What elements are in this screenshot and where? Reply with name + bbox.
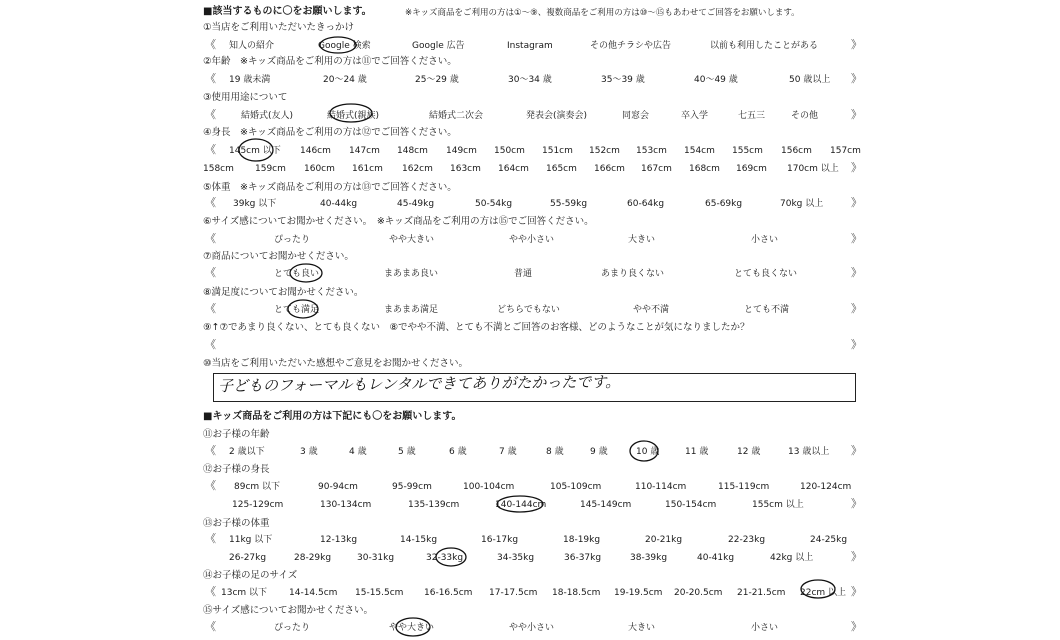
option-item: 18-19kg [563, 535, 601, 545]
bracket-open: 《 [205, 196, 216, 209]
option-item: 149cm [446, 146, 477, 156]
option-item: 168cm [689, 164, 720, 174]
question-label: ⑪お子様の年齢 [203, 429, 270, 440]
option-item: 152cm [589, 146, 620, 156]
option-item: 35〜39 歳 [601, 75, 645, 85]
option-item: 30〜34 歳 [508, 75, 552, 85]
option-item: 20-20.5cm [674, 588, 723, 598]
option-item: 155cm 以上 [752, 500, 804, 510]
option-item: 15-15.5cm [355, 588, 404, 598]
option-item: 146cm [300, 146, 331, 156]
bracket-open: 《 [205, 585, 216, 598]
option-item: Google 広告 [412, 41, 465, 51]
option-item: 22-23kg [728, 535, 766, 545]
question-label: ⑥サイズ感についてお聞かせください。 ※キッズ商品をご利用の方は⑮でご回答ください。 [203, 216, 594, 227]
option-item: 115-119cm [718, 482, 770, 492]
option-item: 普通 [514, 269, 533, 279]
bracket-close: 》 [851, 585, 862, 598]
option-item: 8 歳 [546, 447, 564, 457]
option-item: 50-54kg [475, 199, 513, 209]
option-item: 135-139cm [408, 500, 460, 510]
option-item: 2 歳以下 [229, 447, 265, 457]
question-label: ⑩当店をご利用いただいた感想やご意見をお聞かせください。 [203, 358, 469, 369]
option-item: 19 歳未満 [229, 75, 271, 85]
option-item: 150cm [494, 146, 525, 156]
option-item: やや不満 [633, 305, 670, 315]
option-item: 結婚式(友人) [241, 111, 294, 121]
section1-title: ■該当するものに〇をお願いします。 [203, 6, 372, 17]
option-item: 40-44kg [320, 199, 358, 209]
bracket-close: 》 [851, 266, 862, 279]
circle-mark-22cm [801, 580, 835, 598]
option-item: とても良い [274, 269, 320, 279]
bracket-close: 》 [851, 444, 862, 457]
option-item: 30-31kg [357, 553, 395, 563]
option-item: 166cm [594, 164, 625, 174]
option-item: 11 歳 [685, 447, 709, 457]
option-item: 結婚式二次会 [429, 111, 484, 121]
option-item: 169cm [736, 164, 767, 174]
option-item: 19-19.5cm [614, 588, 663, 598]
question-label: ⑬お子様の体重 [203, 518, 270, 529]
option-item: 55-59kg [550, 199, 588, 209]
option-item: 100-104cm [463, 482, 515, 492]
option-item: どちらでもない [497, 305, 560, 315]
option-item: 164cm [498, 164, 529, 174]
option-item: 22cm 以上 [800, 588, 847, 598]
bracket-open: 《 [205, 266, 216, 279]
option-item: 70kg 以上 [780, 199, 824, 209]
option-item: 39kg 以下 [233, 199, 277, 209]
option-item: 3 歳 [300, 447, 318, 457]
option-item: 155cm [732, 146, 763, 156]
option-item: 同窓会 [622, 111, 650, 121]
bracket-close: 》 [851, 302, 862, 315]
question-label: ①当店をご利用いただいたきっかけ [203, 22, 355, 33]
option-item: まあまあ良い [384, 269, 439, 279]
question-label: ⑤体重 ※キッズ商品をご利用の方は⑬でご回答ください。 [203, 182, 457, 193]
bracket-open: 《 [205, 532, 216, 545]
option-item: やや大きい [389, 235, 435, 245]
bracket-open: 《 [205, 302, 216, 315]
option-item: 147cm [349, 146, 380, 156]
circle-mark-145cm [239, 139, 273, 161]
option-item: 150-154cm [665, 500, 717, 510]
handwritten-comment: 子どものフォーマルもレンタルできてありがたかったです。 [217, 372, 621, 395]
bracket-open: 《 [205, 479, 216, 492]
option-item: 110-114cm [635, 482, 687, 492]
option-item: 60-64kg [627, 199, 665, 209]
bracket-open: 《 [205, 72, 216, 85]
option-item: 10 歳 [636, 447, 660, 457]
section1-note: ※キッズ商品をご利用の方は①〜⑨、複数商品をご利用の方は⑩〜⑮もあわせてご回答をお願いします。 [405, 8, 800, 18]
option-item: 159cm [255, 164, 286, 174]
option-item: 13cm 以下 [221, 588, 268, 598]
option-item: 40-41kg [697, 553, 735, 563]
option-item: 38-39kg [630, 553, 668, 563]
option-item: 小さい [751, 623, 779, 633]
option-item: 25〜29 歳 [415, 75, 459, 85]
question-label: ⑭お子様の足のサイズ [203, 570, 298, 581]
circle-mark-10yrs [630, 441, 658, 461]
option-item: 16-16.5cm [424, 588, 473, 598]
option-item: 157cm [830, 146, 861, 156]
option-item: 21-21.5cm [737, 588, 786, 598]
option-item: 42kg 以上 [770, 553, 814, 563]
option-item: あまり良くない [601, 269, 665, 279]
option-item: 120-124cm [800, 482, 852, 492]
option-item: 9 歳 [590, 447, 608, 457]
option-item: 148cm [397, 146, 428, 156]
option-item: 160cm [304, 164, 335, 174]
option-item: 163cm [450, 164, 481, 174]
bracket-close: 》 [851, 38, 862, 51]
bracket-close: 》 [851, 108, 862, 121]
question-label: ⑦商品についてお聞かせください。 [203, 251, 354, 262]
option-item: 95-99cm [392, 482, 432, 492]
option-item: その他チラシや広告 [590, 41, 672, 51]
option-item: 大きい [628, 623, 656, 633]
question-label: ②年齢 ※キッズ商品をご利用の方は⑪でご回答ください。 [203, 56, 457, 67]
option-item: 12-13kg [320, 535, 358, 545]
question-label: ⑧満足度についてお聞かせください。 [203, 287, 364, 298]
bracket-close: 》 [851, 72, 862, 85]
option-item: 卒入学 [681, 111, 709, 121]
bracket-open: 《 [205, 143, 216, 156]
option-item: 167cm [641, 164, 672, 174]
option-item: ぴったり [274, 235, 311, 245]
option-item: 七五三 [738, 111, 766, 121]
option-item: 65-69kg [705, 199, 743, 209]
option-item: 17-17.5cm [489, 588, 538, 598]
option-item: 32-33kg [426, 553, 464, 563]
option-item: 6 歳 [449, 447, 467, 457]
circle-mark-slightly-large [396, 618, 430, 636]
option-item: Instagram [507, 41, 553, 51]
circle-mark-very-good [290, 264, 322, 282]
option-item: 156cm [781, 146, 812, 156]
option-item: 小さい [751, 235, 779, 245]
bracket-close: 》 [851, 232, 862, 245]
option-item: 発表会(演奏会) [526, 111, 588, 121]
option-item: とても満足 [274, 305, 320, 315]
option-item: 28-29kg [294, 553, 332, 563]
option-item: 大きい [628, 235, 656, 245]
option-item: 以前も利用したことがある [710, 41, 819, 51]
circle-mark-google-search [320, 37, 356, 53]
option-item: 結婚式(親族) [327, 111, 380, 121]
option-item: 20〜24 歳 [323, 75, 367, 85]
option-item: 36-37kg [564, 553, 602, 563]
option-item: 140-144cm [495, 500, 547, 510]
bracket-close: 》 [851, 620, 862, 633]
question-label: ⑫お子様の身長 [203, 464, 270, 475]
option-item: 45-49kg [397, 199, 435, 209]
option-item: 12 歳 [737, 447, 761, 457]
option-item: 154cm [684, 146, 715, 156]
circle-mark-32-33 [436, 548, 466, 566]
option-item: 7 歳 [499, 447, 517, 457]
question-label: ④身長 ※キッズ商品をご利用の方は⑫でご回答ください。 [203, 127, 457, 138]
option-item: 105-109cm [550, 482, 602, 492]
circle-mark-very-satisfied [288, 300, 318, 318]
option-item: 知人の紹介 [229, 41, 275, 51]
option-item: 14-15kg [400, 535, 438, 545]
option-item: 125-129cm [232, 500, 284, 510]
option-item: 26-27kg [229, 553, 267, 563]
bracket-open: 《 [205, 38, 216, 51]
circle-mark-140-144 [497, 496, 543, 512]
option-item: とても不満 [744, 305, 790, 315]
option-item: 130-134cm [320, 500, 372, 510]
bracket-open: 《 [205, 444, 216, 457]
bracket-close: 》 [851, 338, 862, 351]
option-item: 4 歳 [349, 447, 367, 457]
option-item: まあまあ満足 [384, 305, 439, 315]
option-item: 18-18.5cm [552, 588, 601, 598]
option-item: 145-149cm [580, 500, 632, 510]
bracket-open: 《 [205, 108, 216, 121]
bracket-open: 《 [205, 620, 216, 633]
circle-mark-wedding-family [330, 104, 372, 122]
option-item: Google 検索 [318, 41, 371, 51]
option-item: やや小さい [509, 235, 555, 245]
option-item: 11kg 以下 [229, 535, 273, 545]
option-item: 40〜49 歳 [694, 75, 738, 85]
option-item: 151cm [542, 146, 573, 156]
question-label: ③使用用途について [203, 92, 288, 103]
question-label: ⑨↑⑦であまり良くない、とても良くない ⑧でやや不満、とても不満とご回答のお客様、どのようなことが気になりましたか？ [203, 322, 750, 333]
option-item: やや大きい [389, 623, 435, 633]
option-item: 34-35kg [497, 553, 535, 563]
option-item: ぴったり [274, 623, 311, 633]
option-item: 50 歳以上 [789, 75, 831, 85]
option-item: 13 歳以上 [788, 447, 830, 457]
option-item: その他 [791, 111, 819, 121]
option-item: 24-25kg [810, 535, 848, 545]
option-item: 145cm 以下 [229, 146, 281, 156]
option-item: 165cm [546, 164, 577, 174]
bracket-close: 》 [851, 550, 862, 563]
option-item: 170cm 以上 [787, 164, 839, 174]
option-item: とても良くない [734, 269, 798, 279]
option-item: やや小さい [509, 623, 555, 633]
option-item: 161cm [352, 164, 383, 174]
option-item: 158cm [203, 164, 234, 174]
bracket-close: 》 [851, 196, 862, 209]
option-item: 153cm [636, 146, 667, 156]
option-item: 90-94cm [318, 482, 358, 492]
bracket-open: 《 [205, 338, 216, 351]
question-label: ⑮サイズ感についてお聞かせください。 [203, 605, 374, 616]
option-item: 5 歳 [398, 447, 416, 457]
section2-title: ■キッズ商品をご利用の方は下記にも〇をお願いします。 [203, 411, 462, 422]
option-item: 162cm [402, 164, 433, 174]
option-item: 20-21kg [645, 535, 683, 545]
option-item: 89cm 以下 [234, 482, 281, 492]
bracket-open: 《 [205, 232, 216, 245]
bracket-close: 》 [851, 497, 862, 510]
bracket-close: 》 [851, 161, 862, 174]
option-item: 14-14.5cm [289, 588, 338, 598]
option-item: 16-17kg [481, 535, 519, 545]
